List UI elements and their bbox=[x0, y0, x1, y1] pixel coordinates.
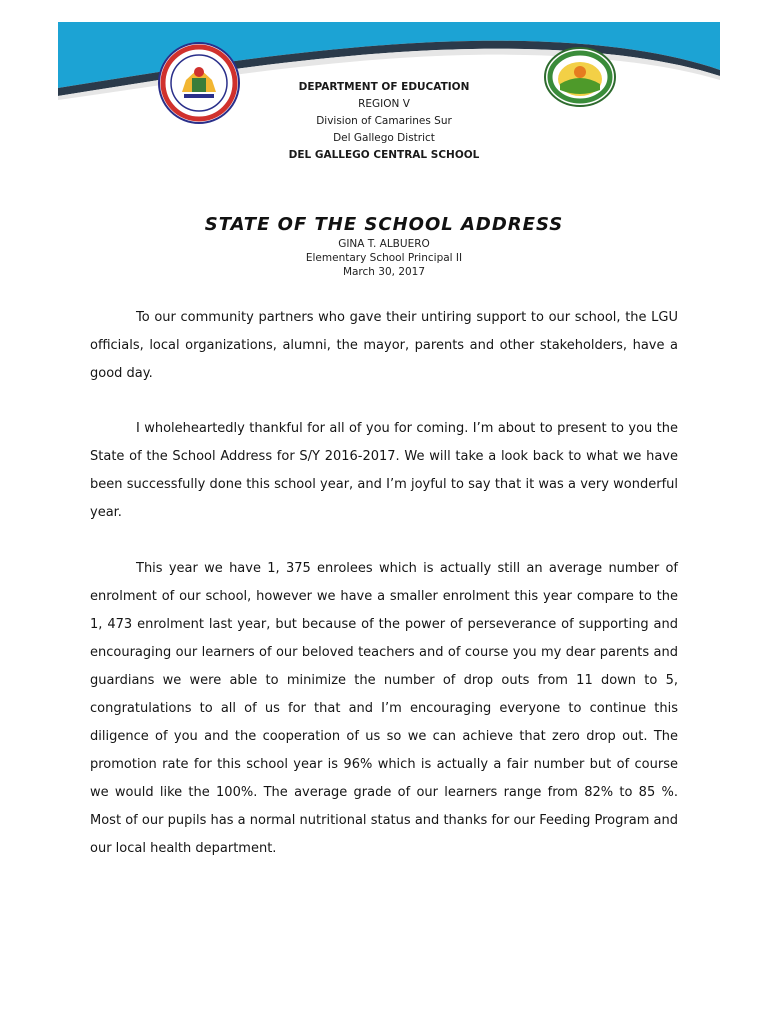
agency-header bbox=[234, 79, 534, 164]
document-date: March 30, 2017 bbox=[342, 266, 426, 278]
agency-line-school: DEL GALLEGO CENTRAL SCHOOL bbox=[288, 149, 480, 161]
paragraph-greeting bbox=[90, 304, 678, 388]
division-seal-logo bbox=[543, 46, 617, 108]
paragraph-text: This year we have 1, 375 enrolees which is actually still an average number of enrolment of our school, however we have a smaller enrolment this year compare to the 1, 473 enrolment last year, but because of the power of perseverance of supporting and encouraging our learners of our beloved teachers and of course you my dear parents and guardians we were able to minimize the number of drop outs from 11 down to 5, congratulations to all of us for that and I’m encouraging everyone to continue this diligence of you and the cooperation of us so we can achieve that zero drop out. The promotion rate for this school year is 96% which is actually a fair number but of course we would like the 100%. The average grade of our learners range from 82% to 85 %. Most of our pupils has a normal nutritional status and thanks for our Feeding Program and our local health department. bbox=[90, 561, 678, 856]
document-title: STATE OF THE SCHOOL ADDRESS bbox=[204, 214, 564, 235]
agency-line-region: REGION V bbox=[358, 98, 410, 110]
agency-line-division: Division of Camarines Sur bbox=[316, 115, 452, 127]
author-position: Elementary School Principal II bbox=[305, 252, 463, 264]
title-block bbox=[134, 213, 634, 279]
paragraph-thanks bbox=[90, 415, 678, 527]
agency-line-department: DEPARTMENT OF EDUCATION bbox=[298, 81, 470, 93]
paragraph-text: To our community partners who gave their untiring support to our school, the LGU officials, local organizations, alumni, the mayor, parents and other stakeholders, have a good day. bbox=[90, 310, 678, 381]
paragraph-text: I wholeheartedly thankful for all of you for coming. I’m about to present to you the State of the School Address for S/Y 2016-2017. We will take a look back to what we have been successfully done this school year, and I’m joyful to say that it was a very wonderful year. bbox=[90, 421, 678, 520]
author-name: GINA T. ALBUERO bbox=[338, 238, 430, 250]
paragraph-enrolment bbox=[90, 555, 678, 863]
agency-line-district: Del Gallego District bbox=[333, 132, 435, 144]
school-seal-logo bbox=[158, 42, 240, 124]
